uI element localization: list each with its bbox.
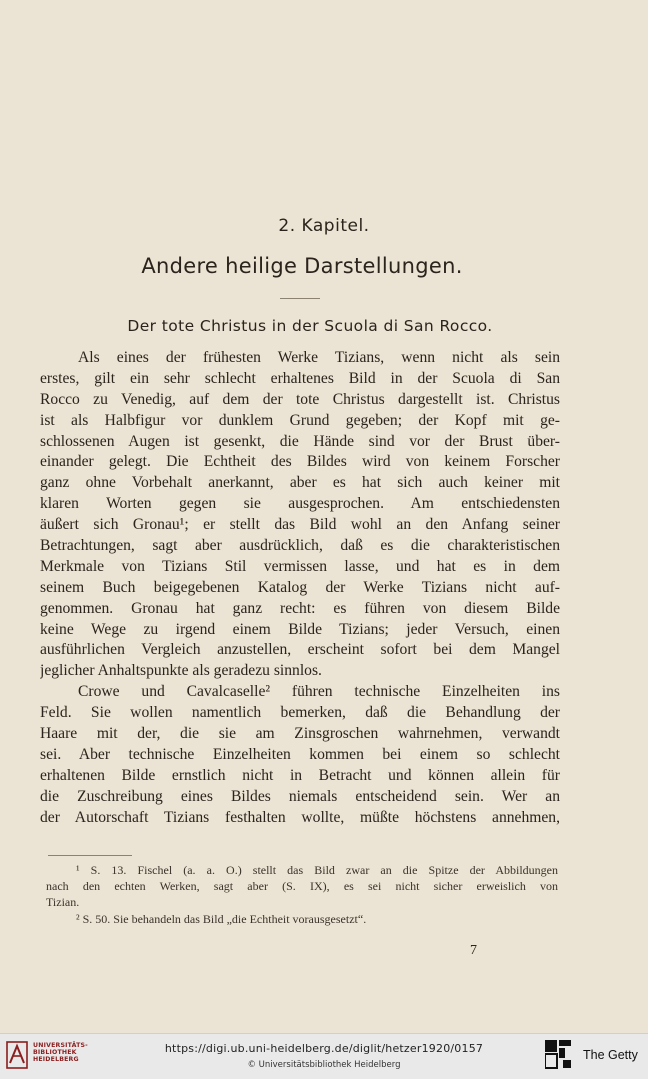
viewer-footer [0, 1033, 648, 1079]
body-line: keine Wege zu irgend einem Bilde Tizians; jeder Versuch, einen [40, 620, 560, 638]
body-line: schlossenen Augen ist gesenkt, die Hände sind vor der Brust über- [40, 432, 560, 450]
body-line: Haare mit der, die sie am Zinsgroschen wahrnehmen, verwandt [40, 725, 560, 743]
body-line: genommen. Gronau hat ganz recht: es führen von diesem Bilde [40, 599, 560, 617]
body-line: Betrachtungen, sagt aber ausdrücklich, daß es die charakteristischen [40, 537, 560, 555]
body-line: der Autorschaft Tizians festhalten wollte, müßte höchstens annehmen, [40, 808, 560, 826]
body-line: ausführlichen Vergleich anzustellen, erscheint sofort bei dem Mangel [40, 641, 560, 659]
footnote-line: ¹ S. 13. Fischel (a. a. O.) stellt das Bild zwar an die Spitze der Abbildungen [76, 863, 558, 877]
body-line: äußert sich Gronau¹; er stellt das Bild wohl an den Anfang seiner [40, 516, 560, 534]
body-line: einander gelegt. Die Echtheit des Bildes wird von keinem Forscher [40, 453, 560, 471]
title-divider [280, 298, 320, 299]
getty-logo[interactable] [545, 1040, 645, 1072]
body-line: seinem Buch beigegebenen Katalog der Werke Tizians nicht auf- [40, 578, 560, 596]
body-line: klaren Worten gegen sie ausgesprochen. Am entschiedensten [40, 495, 560, 513]
section-title: Der tote Christus in der Scuola di San Rocco. [127, 317, 493, 335]
chapter-title: Andere heilige Darstellungen. [141, 254, 463, 278]
body-line: erstes, gilt ein sehr schlecht erhaltenes Bild in der Scuola di San [40, 369, 560, 387]
footnotes [46, 862, 558, 927]
body-line: die Zuschreibung eines Bildes niemals entscheidend sein. Wer an [40, 787, 560, 805]
footnote-line: ² S. 50. Sie behandeln das Bild „die Echtheit vorausgesetzt“. [76, 911, 367, 926]
body-line: Crowe und Cavalcaselle² führen technische Einzelheiten ins [78, 683, 560, 701]
body-line: ganz ohne Vorbehalt anerkannt, aber es hat sich auch keiner mit [40, 474, 560, 492]
body-line: ist als Halbfigur vor dunklem Grund gegeben; der Kopf mit ge- [40, 411, 560, 429]
getty-emblem-icon [545, 1040, 573, 1070]
body-line: erhaltenen Bilde ernstlich nicht in Betracht und können allein für [40, 766, 560, 784]
body-line: jeglicher Anhaltspunkte als geradezu sinnlos. [40, 662, 322, 680]
body-line: Feld. Sie wollen namentlich bemerken, daß die Behandlung der [40, 704, 560, 722]
chapter-number: 2. Kapitel. [278, 216, 370, 236]
body-text [40, 348, 560, 828]
body-line: Rocco zu Venedig, auf dem der tote Christus dargestellt ist. Christus [40, 390, 560, 408]
body-line: Als eines der frühesten Werke Tizians, wenn nicht als sein [78, 349, 560, 366]
permalink-url[interactable]: https://digi.ub.uni-heidelberg.de/diglit/hetzer1920/0157 [164, 1042, 484, 1055]
body-line: Merkmale von Tizians Stil vermissen lasse, und hat es in dem [40, 557, 560, 575]
footnote-line: nach den echten Werken, sagt aber (S. IX), es sei nicht sicher erweislich von [46, 879, 558, 894]
copyright-notice: © Universitätsbibliothek Heidelberg [247, 1060, 401, 1070]
page-number: 7 [470, 943, 477, 958]
getty-logo-text: The Getty [583, 1048, 638, 1062]
ub-heidelberg-logo-text: UNIVERSITÄTS- BIBLIOTHEK HEIDELBERG [33, 1042, 88, 1063]
footnote-line: Tizian. [46, 895, 80, 910]
footnote-divider [48, 855, 132, 856]
body-line: sei. Aber technische Einzelheiten kommen bei einem so schlecht [40, 745, 560, 763]
